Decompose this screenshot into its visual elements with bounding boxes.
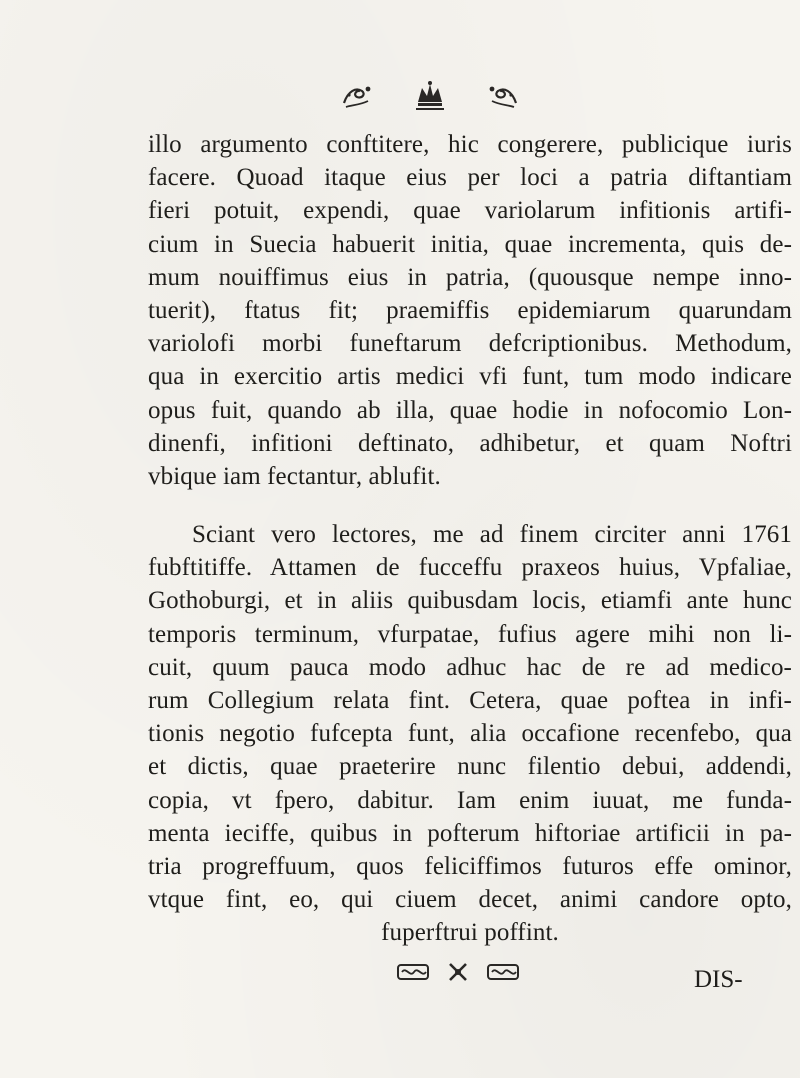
text-line: opus fuit, quando ab illa, quae hodie in nofocomio Lon- xyxy=(148,396,792,424)
text-line: menta ieciffe, quibus in pofterum hiftoriae artificii in pa- xyxy=(148,819,792,847)
ornament-right-icon xyxy=(486,961,520,983)
text-line: Sciant vero lectores, me ad finem circiter anni 1761 xyxy=(192,521,792,548)
text-line: fubftitiffe. Attamen de fucceffu praxeos huius, Vpfaliae, xyxy=(148,554,792,582)
text-line: facere. Quoad itaque eius per loci a patria diftantiam xyxy=(148,164,792,192)
crown-ornament-icon xyxy=(413,80,447,112)
text-line: mum nouiffimus eius in patria, (quousque nempe inno- xyxy=(148,263,792,291)
text-line: variolofi morbi funeftarum defcriptionibus. Methodum, xyxy=(148,330,792,358)
ornament-center-icon xyxy=(447,961,469,983)
text-line: illo argumento conftitere, hic congerere, publicique iuris xyxy=(148,131,792,158)
text-line: vbique iam fectantur, ablufit. xyxy=(148,462,441,490)
fleuron-left-icon xyxy=(340,81,374,111)
text-line: cuit, quum pauca modo adhuc hac de re ad medico- xyxy=(148,653,792,681)
text-line: et dictis, quae praeterire nunc filentio debui, addendi, xyxy=(148,753,792,781)
header-ornament xyxy=(340,78,520,114)
text-line: qua in exercitio artis medici vfi funt, tum modo indicare xyxy=(148,363,792,391)
text-line: temporis terminum, vfurpatae, fufius agere mihi non li- xyxy=(148,620,792,648)
paragraph-2 xyxy=(148,518,792,949)
text-line: copia, vt fpero, dabitur. Iam enim iuuat, me funda- xyxy=(148,786,792,814)
text-line: fieri potuit, expendi, quae variolarum infitionis artifi- xyxy=(148,197,792,225)
ornament-left-icon xyxy=(396,961,430,983)
fleuron-right-icon xyxy=(486,81,520,111)
text-line: fuperftrui poffint. xyxy=(381,919,559,947)
text-line: Gothoburgi, et in aliis quibusdam locis, etiamfi ante hunc xyxy=(148,587,792,615)
text-line: tionis negotio fufcepta funt, alia occafione recenfebo, qua xyxy=(148,720,792,748)
paragraph-1 xyxy=(148,128,792,493)
footer-ornament xyxy=(396,960,520,984)
text-line: tuerit), ftatus fit; praemiffis epidemiarum quarundam xyxy=(148,296,792,324)
text-line: dinenfi, infitioni deftinato, adhibetur, et quam Noftri xyxy=(148,429,792,457)
text-line: vtque fint, eo, qui ciuem decet, animi candore opto, xyxy=(148,886,792,914)
text-line: rum Collegium relata fint. Cetera, quae poftea in infi- xyxy=(148,686,792,714)
text-line: tria progreffuum, quos feliciffimos futuros effe ominor, xyxy=(148,852,792,880)
text-line: cium in Suecia habuerit initia, quae incrementa, quis de- xyxy=(148,230,792,258)
catchword: DIS- xyxy=(694,966,743,993)
